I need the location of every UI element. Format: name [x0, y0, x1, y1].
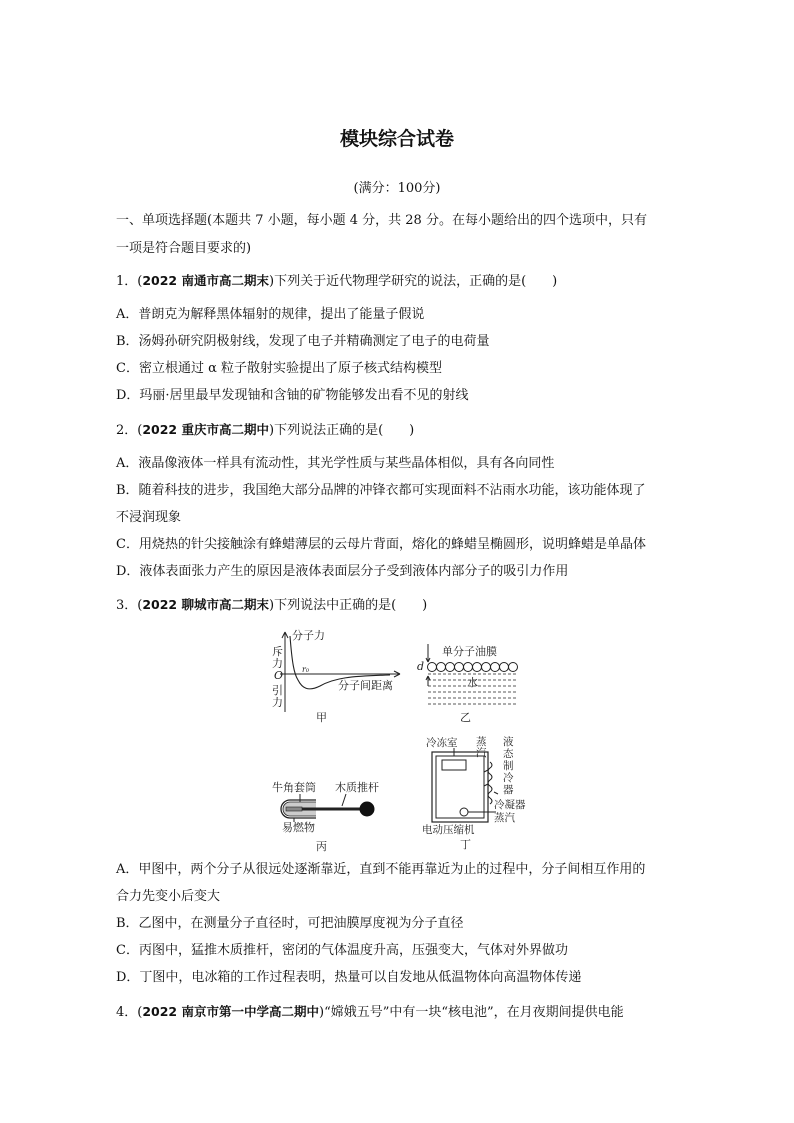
ding-refrigerant-label-1: 液 — [503, 736, 514, 748]
question-2-option-a: A．液晶像液体一样具有流动性，其光学性质与某些晶体相似，具有各向同性 — [116, 456, 555, 471]
full-score: (满分：100分) — [353, 181, 441, 196]
question-2-option-b-cont: 不浸润现象 — [116, 510, 182, 525]
question-3-option-a: A．甲图中，两个分子从很远处逐渐靠近，直到不能再靠近为止的过程中，分子间相互作用的 — [116, 862, 646, 877]
jia-attraction-label-1: 引 — [272, 684, 283, 697]
jia-r0-label: r₀ — [302, 665, 310, 674]
question-2-stem: 2．(2022 重庆市高二期中)下列说法正确的是( ) — [116, 422, 415, 438]
yi-film-label: 单分子油膜 — [442, 645, 497, 658]
jia-repulsion-label-1: 斥 — [272, 645, 283, 658]
question-1-stem: 1．(2022 南通市高二期末)下列关于近代物理学研究的说法，正确的是( ) — [116, 273, 558, 289]
question-1-option-a: A．普朗克为解释黑体辐射的规律，提出了能量子假说 — [116, 307, 425, 322]
question-1-option-b: B．汤姆孙研究阴极射线，发现了电子并精确测定了电子的电荷量 — [116, 334, 490, 349]
question-4-stem: 4．(2022 南京市第一中学高二期中)“嫦娥五号”中有一块“核电池”，在月夜期间提供电能 — [116, 1004, 624, 1020]
question-3-option-d: D．丁图中，电冰箱的工作过程表明，热量可以自发地从低温物体向高温物体传递 — [116, 970, 582, 985]
ding-refrigerant-label-4: 冷 — [503, 772, 514, 784]
question-2-option-b: B．随着科技的进步，我国绝大部分品牌的冲锋衣都可实现面料不沾雨水功能，该功能体现了 — [116, 483, 646, 498]
bing-fuel-label: 易燃物 — [282, 821, 315, 834]
bing-caption: 丙 — [316, 840, 327, 852]
question-3-option-a-cont: 合力先变小后变大 — [116, 889, 221, 904]
ding-caption: 丁 — [460, 838, 471, 851]
ding-vapor-label-1b: 汽 — [476, 747, 487, 759]
jia-repulsion-label-2: 力 — [272, 657, 283, 670]
jia-x-axis-label: 分子间距离 — [338, 679, 393, 692]
jia-caption: 甲 — [316, 711, 327, 724]
ding-vapor-label-2: 蒸汽 — [494, 812, 515, 824]
yi-caption: 乙 — [460, 711, 471, 724]
question-3-source: 2022 聊城市高二期末 — [142, 597, 269, 612]
ding-refrigerant-label-5: 器 — [503, 784, 514, 796]
yi-water-label: 水 — [467, 676, 478, 689]
ding-vapor-label-1a: 蒸 — [476, 736, 487, 748]
yi-d-label: d — [417, 660, 425, 673]
section-heading-line2: 一项是符合题目要求的) — [116, 241, 252, 256]
bing-sleeve-label: 牛角套筒 — [272, 781, 316, 794]
figure-ding-refrigerator — [422, 735, 526, 851]
question-2-option-c: C．用烧热的针尖接触涂有蜂蜡薄层的云母片背面，熔化的蜂蜡呈椭圆形，说明蜂蜡是单晶体 — [116, 537, 646, 552]
question-2-option-d: D．液体表面张力产生的原因是液体表面层分子受到液体内部分子的吸引力作用 — [116, 564, 569, 579]
ding-condenser-label: 冷凝器 — [494, 799, 526, 811]
question-3-option-b: B．乙图中，在测量分子直径时，可把油膜厚度视为分子直径 — [116, 916, 464, 931]
question-1-source: 2022 南通市高二期末 — [142, 273, 269, 288]
figure-bing-fire-piston — [272, 780, 379, 852]
yi-molecule-row — [428, 663, 518, 672]
ding-freezer-label: 冷冻室 — [426, 737, 458, 749]
question-3-stem: 3．(2022 聊城市高二期末)下列说法中正确的是( ) — [116, 597, 428, 613]
question-3-option-c: C．丙图中，猛推木质推杆，密闭的气体温度升高，压强变大，气体对外界做功 — [116, 943, 568, 958]
question-3-figures — [250, 622, 550, 852]
figure-yi-oil-film — [417, 644, 518, 724]
jia-attraction-label-2: 力 — [272, 696, 283, 709]
page-title: 模块综合试卷 — [339, 128, 454, 150]
ding-refrigerant-label-3: 制 — [503, 760, 514, 772]
figure-jia-molecular-force-graph — [272, 628, 400, 724]
jia-origin-label: O — [274, 669, 284, 682]
question-2-source: 2022 重庆市高二期中 — [142, 422, 269, 437]
jia-y-axis-label: 分子力 — [292, 629, 325, 642]
question-4-source: 2022 南京市第一中学高二期中 — [142, 1004, 319, 1019]
bing-rod-label: 木质推杆 — [335, 781, 379, 794]
ding-refrigerant-label-2: 态 — [503, 748, 514, 760]
section-heading-line1: 一、单项选择题(本题共 7 小题，每小题 4 分，共 28 分。在每小题给出的四个选项中，只有 — [116, 213, 647, 228]
ding-compressor-label: 电动压缩机 — [422, 824, 475, 836]
question-1-option-d: D．玛丽·居里最早发现铀和含铀的矿物能够发出看不见的射线 — [116, 388, 469, 403]
question-1-option-c: C．密立根通过 α 粒子散射实验提出了原子核式结构模型 — [116, 361, 442, 376]
